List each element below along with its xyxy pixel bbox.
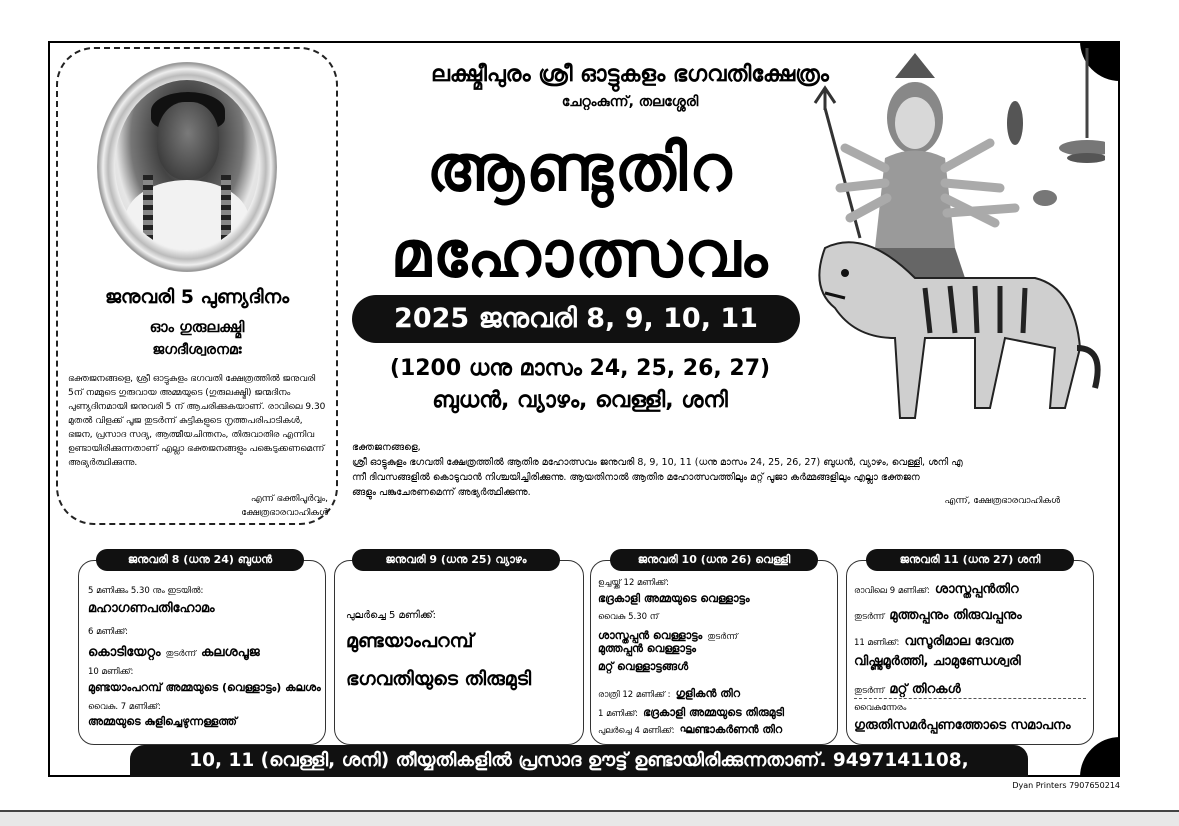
schedule-event: മറ്റ് വെള്ളാട്ടങ്ങൾ bbox=[598, 660, 689, 673]
festival-title: മഹോത്സവം bbox=[390, 218, 770, 292]
schedule-time: ഉച്ചയ്ക്ക് 12 മണിക്ക്: bbox=[598, 578, 669, 588]
divider bbox=[854, 698, 1086, 699]
schedule-event: 1 മണിക്ക്: ഭദ്രകാളി അമ്മയുടെ തിരുമുടി bbox=[598, 706, 784, 719]
schedule-event: ഭദ്രകാളി അമ്മയുടെ വെള്ളാട്ടം bbox=[598, 592, 750, 605]
schedule-time: വൈകുന്നേരം bbox=[854, 703, 907, 713]
temple-name: ലക്ഷ്മീപുരം ശ്രീ ഓട്ടുകളം ഭഗവതിക്ഷേത്രം bbox=[431, 62, 829, 87]
schedule-time: 5 മണിക്കും 5.30 നും ഇടയിൽ: bbox=[88, 586, 204, 596]
schedule-event: മുണ്ടയാംപറമ്പ് bbox=[346, 630, 474, 652]
schedule-event: ശാസ്തപ്പൻ വെള്ളാട്ടം തുടർന്ന് bbox=[598, 629, 738, 642]
schedule-event: മുത്തപ്പൻ വെള്ളാട്ടം bbox=[598, 642, 697, 655]
memorial-title: ജനുവരി 5 പുണ്യദിനം bbox=[104, 286, 290, 308]
schedule-event: മഹാഗണപതിഹോമം bbox=[88, 601, 215, 616]
invitation-text: ഭക്തജനങ്ങളെ, ശ്രീ ഓട്ടുകുളം ഭഗവതി ക്ഷേത്രത്തിൽ ആതിര മഹോത്സവം ജനുവരി 8, 9, 10, 11 (ധനു മാസം 24, 25, 26, 27) ബുധൻ, വ്യാഴം, വെള്ളി, ശനി എ ന്നീ ദിവസങ്ങളിൽ കൊടുവാൻ നിശ്ചയിച്ചിരിക്കുന്നു. ആയതിനാൽ ആതിര മഹോത്സവത്തിലും മറ്റ് പൂജാ കർമ്മങ്ങളിലും എല്ലാ ഭക്തജന ങ്ങളും പങ്കുചേരണമെന്ന് അഭ്യർത്ഥിക്കുന്നു. bbox=[352, 442, 963, 498]
day-header: ജനുവരി 9 (ധനു 25) വ്യാഴം bbox=[352, 549, 560, 571]
schedule-event: 11 മണിക്ക്: വസൂരിമാല ദേവത bbox=[854, 634, 1014, 649]
bottom-edge bbox=[0, 810, 1179, 826]
invitation-signoff: എന്ന്, ക്ഷേത്രഭാരവാഹികൾ bbox=[944, 496, 1060, 506]
schedule-event: കൊടിയേറ്റം തുടർന്ന് കലശപൂജ bbox=[88, 645, 260, 660]
day-schedule-box bbox=[334, 560, 584, 745]
printer-credit: Dyan Printers 7907650214 bbox=[1012, 781, 1120, 790]
malayalam-calendar-dates: (1200 ധനു മാസം 24, 25, 26, 27) bbox=[389, 356, 771, 381]
schedule-event: ഭഗവതിയുടെ തിരുമുടി bbox=[346, 668, 532, 690]
goddess-illustration bbox=[805, 48, 1105, 438]
memorial-signoff: എന്ന് ഭക്തിപൂർവ്വം, bbox=[250, 494, 328, 504]
temple-place: ചേറ്റംകുന്ന്, തലശ്ശേരി bbox=[561, 94, 699, 110]
schedule-event: അമ്മയുടെ കുളിച്ചെഴുന്നള്ളത്ത് bbox=[88, 715, 237, 728]
day-header: ജനുവരി 10 (ധനു 26) വെള്ളി bbox=[610, 549, 818, 571]
schedule-time: വൈകു 5.30 ന് bbox=[598, 612, 659, 622]
schedule-time: വൈകു. 7 മണിക്ക്: bbox=[88, 702, 161, 712]
schedule-event: മുണ്ടയാംപറമ്പ് അമ്മയുടെ (വെള്ളാട്ടം) കലശം bbox=[88, 681, 321, 694]
footer-banner: 10, 11 (വെള്ളി, ശനി) തീയ്യതികളിൽ പ്രസാദ ഊട്ട് ഉണ്ടായിരിക്കുന്നതാണ്. 9497141108, 9840242799 bbox=[130, 745, 1028, 777]
memorial-subtitle: ജഗദീശ്വരനമഃ bbox=[152, 342, 242, 358]
day-header: ജനുവരി 11 (ധനു 27) ശനി bbox=[866, 549, 1074, 571]
schedule-event: വിഷ്ണുമൂർത്തി, ചാമുണ്ഡേശ്വരി bbox=[854, 654, 1021, 669]
schedule-event: പുലർച്ചെ 4 മണിക്ക്: ഘണ്ടാകർണൻ തിറ bbox=[598, 723, 783, 736]
schedule-event: തുടർന്ന് മുത്തപ്പനും തിരുവപ്പനും bbox=[854, 608, 1022, 623]
corner-ornament bbox=[1080, 737, 1120, 777]
memorial-subtitle: ഓം ഗുരുലക്ഷ്മി bbox=[149, 318, 245, 336]
festival-dates: 2025 ജനുവരി 8, 9, 10, 11 bbox=[352, 295, 800, 343]
festival-title: ആണ്ടുതിറ bbox=[426, 132, 734, 206]
portrait-photo bbox=[115, 80, 259, 250]
schedule-event: ഗുരുതിസമർപ്പണത്തോടെ സമാപനം bbox=[854, 718, 1071, 733]
schedule-time: 6 മണിക്ക്: bbox=[88, 627, 129, 637]
festival-days: ബുധൻ, വ്യാഴം, വെള്ളി, ശനി bbox=[432, 388, 728, 413]
schedule-event: രാവിലെ 9 മണിക്ക്: ശാസ്തപ്പൻതിറ bbox=[854, 582, 1019, 597]
memorial-signoff: ക്ഷേത്രഭാരവാഹികൾ bbox=[241, 508, 328, 518]
schedule-time: പുലർച്ചെ 5 മണിക്ക്: bbox=[346, 610, 437, 621]
schedule-time: 10 മണിക്ക്: bbox=[88, 667, 134, 677]
schedule-event: രാത്രി 12 മണിക്ക് : ഗുളികൻ തിറ bbox=[598, 687, 741, 700]
day-header: ജനുവരി 8 (ധനു 24) ബുധൻ bbox=[96, 549, 304, 571]
schedule-event: തുടർന്ന് മറ്റ് തിറകൾ bbox=[854, 682, 961, 697]
memorial-body: ഭക്തജനങ്ങളെ, ശ്രീ ഓട്ടുകുളം ഭഗവതി ക്ഷേത്രത്തിൽ ജനുവരി 5ന് നമ്മുടെ ഗുരുവായ അമ്മയുടെ (ഗുരുലക്ഷ്മി) ജന്മദിനം പുണ്യദിനമായി ജനുവരി 5 ന് ആചരിക്കുകയാണ്. രാവിലെ 9.30 മുതൽ വിളക്ക് പൂജ തുടർന്ന് കുട്ടികളുടെ നൃത്തപരിപാടികൾ, ഭജന, പ്രസാദ സദ്യ, ആത്മീയചിന്തനം, തിരുവാതിര എന്നിവ ഉണ്ടായിരിക്കുന്നതാണ് എല്ലാ ഭക്തജനങ്ങളും പങ്കെടുക്കണമെന്ന് അഭ്യർത്ഥിക്കുന്നു. bbox=[68, 374, 326, 468]
